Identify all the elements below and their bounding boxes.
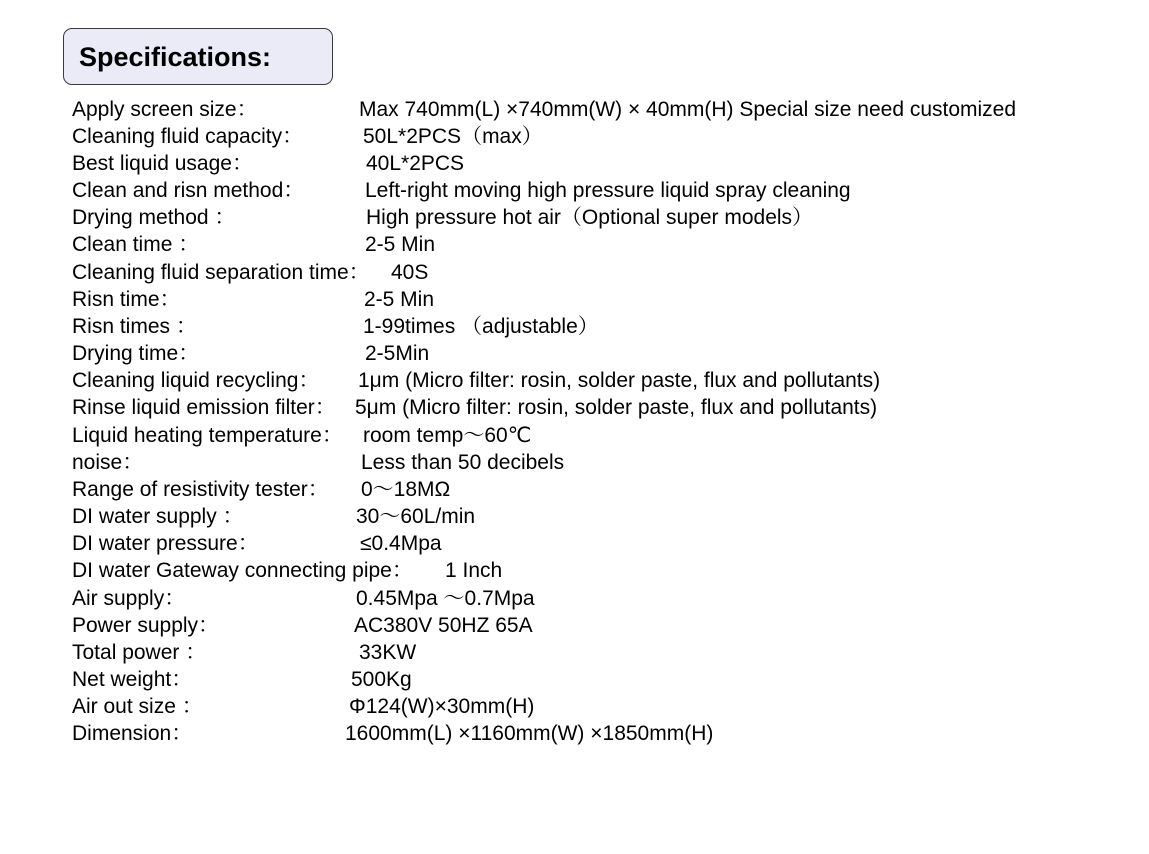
spec-row: [72, 614, 1132, 638]
spec-row: [72, 98, 1132, 122]
spec-row: [72, 505, 1132, 529]
spec-row: [72, 396, 1132, 420]
spec-value: 40L*2PCS: [366, 152, 465, 175]
spec-label: DI water pressure：: [72, 532, 259, 555]
spec-value: 1 Inch: [445, 559, 503, 582]
spec-row: [72, 152, 1132, 176]
spec-row: [72, 451, 1132, 475]
spec-value: 1μm (Micro filter: rosin, solder paste, flux and pollutants): [358, 369, 881, 392]
spec-value: 2-5 Min: [364, 288, 435, 311]
spec-row: [72, 179, 1132, 203]
spec-value: 1-99times （adjustable）: [363, 315, 599, 338]
spec-row: [72, 125, 1132, 149]
spec-label: Drying time：: [72, 342, 200, 365]
spec-value: 30～60L/min: [356, 505, 476, 528]
spec-row: [72, 559, 1132, 583]
spec-row: [72, 288, 1132, 312]
spec-label: Risn time：: [72, 288, 181, 311]
spec-value: Less than 50 decibels: [361, 451, 565, 474]
spec-value: 33KW: [359, 641, 417, 664]
spec-row: [72, 587, 1132, 611]
spec-row: [72, 206, 1132, 230]
spec-row: [72, 424, 1132, 448]
spec-label: Net weight：: [72, 668, 193, 691]
spec-label: Cleaning liquid recycling：: [72, 369, 320, 392]
spec-row: [72, 532, 1132, 556]
spec-row: [72, 722, 1132, 746]
spec-label: Apply screen size：: [72, 98, 258, 121]
spec-row: [72, 233, 1132, 257]
spec-label: Rinse liquid emission filter：: [72, 396, 336, 419]
spec-value: Φ124(W)×30mm(H): [349, 695, 535, 718]
spec-label: Power supply：: [72, 614, 220, 637]
spec-label: Best liquid usage：: [72, 152, 253, 175]
spec-row: [72, 668, 1132, 692]
spec-value: 0.45Mpa ～0.7Mpa: [356, 587, 535, 610]
spec-value: AC380V 50HZ 65A: [354, 614, 533, 637]
spec-value: 2-5Min: [365, 342, 430, 365]
spec-label: Cleaning fluid separation time：: [72, 261, 370, 284]
spec-row: [72, 342, 1132, 366]
spec-row: [72, 695, 1132, 719]
spec-value: room temp～60℃: [363, 424, 532, 447]
spec-value: High pressure hot air（Optional super models）: [366, 206, 814, 229]
spec-row: [72, 315, 1132, 339]
spec-label: noise：: [72, 451, 144, 474]
spec-label: Dimension：: [72, 722, 193, 745]
spec-value: 500Kg: [351, 668, 412, 691]
spec-value: 2-5 Min: [365, 233, 436, 256]
spec-value: 40S: [391, 261, 429, 284]
spec-label: Liquid heating temperature：: [72, 424, 343, 447]
spec-value: 1600mm(L) ×1160mm(W) ×1850mm(H): [345, 722, 714, 745]
spec-value: 50L*2PCS（max）: [363, 125, 543, 148]
spec-row: [72, 478, 1132, 502]
spec-label: Air supply：: [72, 587, 186, 610]
spec-label: Clean time ：: [72, 233, 200, 256]
spec-row: [72, 641, 1132, 665]
spec-label: Range of resistivity tester：: [72, 478, 329, 501]
spec-value: Max 740mm(L) ×740mm(W) × 40mm(H) Special size need customized: [359, 98, 1017, 121]
spec-row: [72, 261, 1132, 285]
spec-label: Total power ：: [72, 641, 207, 664]
spec-label: DI water Gateway connecting pipe：: [72, 559, 413, 582]
spec-label: Drying method ：: [72, 206, 236, 229]
spec-label: Risn times ：: [72, 315, 197, 338]
spec-value: 0～18MΩ: [361, 478, 451, 501]
spec-label: Cleaning fluid capacity：: [72, 125, 304, 148]
spec-label: Clean and risn method：: [72, 179, 305, 202]
spec-label: DI water supply ：: [72, 505, 244, 528]
spec-row: [72, 369, 1132, 393]
spec-value: 5μm (Micro filter: rosin, solder paste, flux and pollutants): [355, 396, 878, 419]
spec-label: Air out size ：: [72, 695, 203, 718]
spec-value: ≤0.4Mpa: [360, 532, 442, 555]
page-title: Specifications:: [79, 42, 272, 72]
spec-value: Left-right moving high pressure liquid spray cleaning: [365, 179, 851, 202]
